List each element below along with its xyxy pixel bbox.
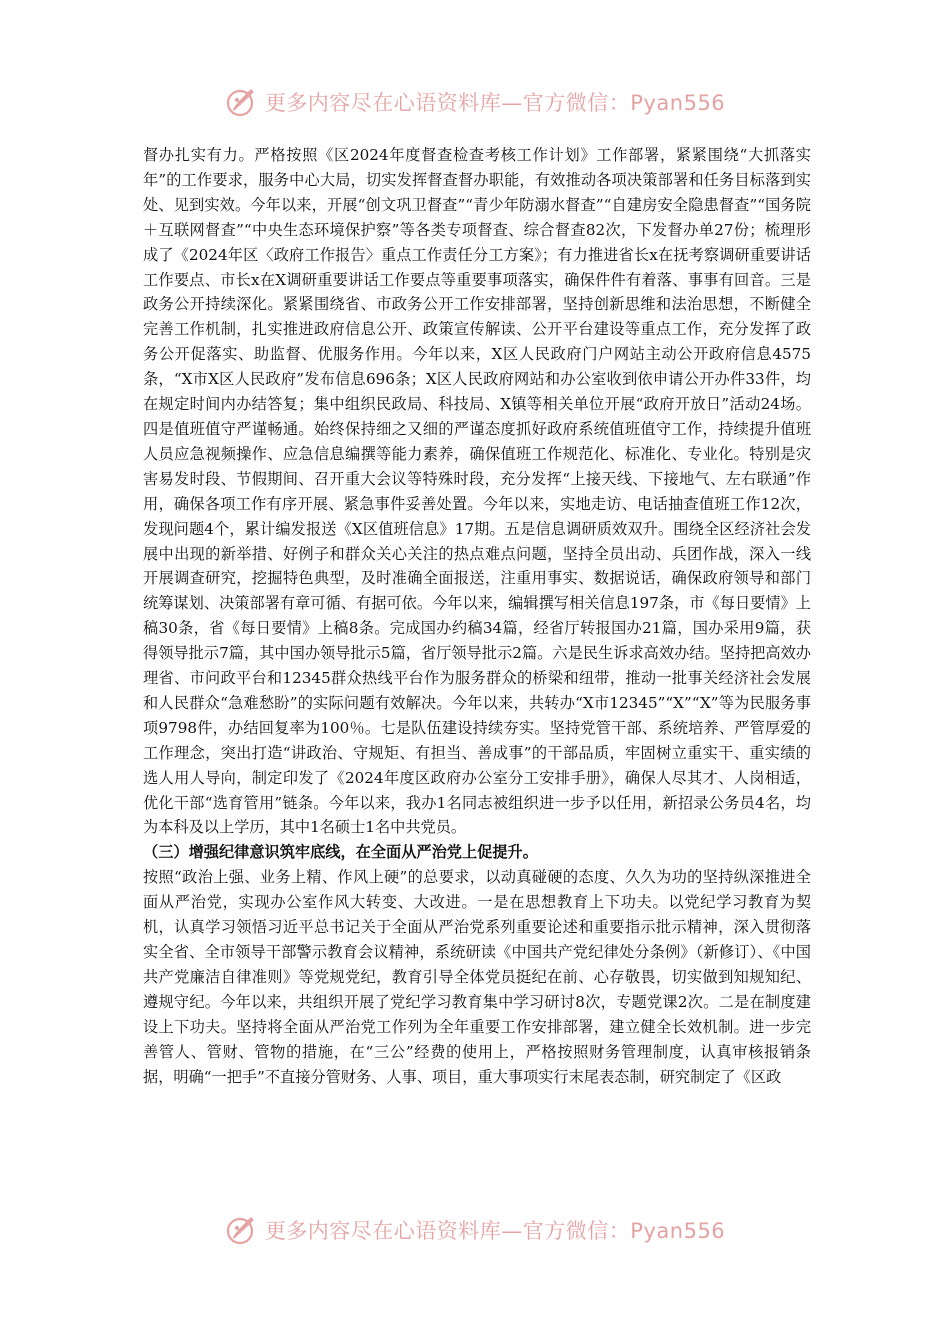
- pen-logo-icon: [225, 85, 259, 119]
- watermark-text: 更多内容尽在心语资料库—官方微信：Pyan556: [264, 91, 726, 115]
- watermark-bottom: [0, 1210, 950, 1250]
- section-heading-3: （三）增强纪律意识筑牢底线，在全面从严治党上促提升。: [143, 843, 538, 862]
- paragraph-supervision: 督办扎实有力。严格按照《区2024年度督查检查考核工作计划》工作部署，紧紧围绕“大抓落实年”的工作要求，服务中心大局，切实发挥督查督办职能，有效推动各项决策部署和任务目标落到实处、见到实效。今年以来，开展“创文巩卫督查”“青少年防溺水督查”“自建房安全隐患督查”“国务院＋互联网督查”“中央生态环境保护察”等各类专项督查、综合督查82次，下发督办单27份；梳理形成了《2024年区〈政府工作报告〉重点工作责任分工方案》；有力推进省长x在抚考察调研重要讲话工作要点、市长x在X调研重要讲话工作要点等重要事项落实，确保件件有着落、事事有回音。三是政务公开持续深化。紧紧围绕省、市政务公开工作安排部署，坚持创新思维和法治思想，不断健全完善工作机制，扎实推进政府信息公开、政策宣传解读、公开平台建设等重点工作，充分发挥了政务公开促落实、助监督、优服务作用。今年以来，X区人民政府门户网站主动公开政府信息4575条，“X市X区人民政府”发布信息696条；X区人民政府网站和办公室收到依申请公开办件33件，均在规定时间内办结答复；集中组织民政局、科技局、X镇等相关单位开展“政府开放日”活动24场。四是值班值守严谨畅通。始终保持细之又细的严谨态度抓好政府系统值班值守工作，持续提升值班人员应急视频操作、应急信息编撰等能力素养，确保值班工作规范化、标准化、专业化。特别是灾害易发时段、节假期间、召开重大会议等特殊时段，充分发挥“上接天线、下接地气、左右联通”作用，确保各项工作有序开展、紧急事件妥善处置。今年以来，实地走访、电话抽查值班工作12次，发现问题4个，累计编发报送《X区值班信息》17期。五是信息调研质效双升。围绕全区经济社会发展中出现的新举措、好例子和群众关心关注的热点难点问题，坚持全员出动、兵团作战，深入一线开展调查研究，挖掘特色典型，及时准确全面报送，注重用事实、数据说话，确保政府领导和部门统筹谋划、决策部署有章可循、有据可依。今年以来，编辑撰写相关信息197条，市《每日要情》上稿30条，省《每日要情》上稿8条。完成国办约稿34篇，经省厅转报国办21篇，国办采用9篇，获得领导批示7篇，其中国办领导批示5篇，省厅领导批示2篇。六是民生诉求高效办结。坚持把高效办理省、市问政平台和12345群众热线平台作为服务群众的桥梁和纽带，推动一批事关经济社会发展和人民群众“急难愁盼”的实际问题有效解决。今年以来，共转办“X市12345”“X”“X”等为民服务事项9798件，办结回复率为100％。七是队伍建设持续夯实。坚持党管干部、系统培养、严管厚爱的工作理念，突出打造“讲政治、守规矩、有担当、善成事”的干部品质，牢固树立重实干、重实绩的选人用人导向，制定印发了《2024年度区政府办公室分工安排手册》，确保人尽其才、人岗相适，优化干部“选育管用”链条。今年以来，我办1名同志被组织进一步予以任用，新招录公务员4名，均为本科及以上学历，其中1名硕士1名中共党员。: [143, 146, 811, 837]
- watermark-text: 更多内容尽在心语资料库—官方微信：Pyan556: [264, 1219, 726, 1243]
- paragraph-discipline: 按照“政治上强、业务上精、作风上硬”的总要求，以动真碰硬的态度、久久为功的坚持纵深推进全面从严治党，实现办公室作风大转变、大改进。一是在思想教育上下功夫。以党纪学习教育为契机，认真学习领悟习近平总书记关于全面从严治党系列重要论述和重要指示批示精神，深入贯彻落实全省、全市领导干部警示教育会议精神，系统研读《中国共产党纪律处分条例》（新修订）、《中国共产党廉洁自律准则》等党规党纪，教育引导全体党员挺纪在前、心存敬畏，切实做到知规知纪、遵规守纪。今年以来，共组织开展了党纪学习教育集中学习研讨8次，专题党课2次。二是在制度建设上下功夫。坚持将全面从严治党工作列为全年重要工作安排部署，建立健全长效机制。进一步完善管人、管财、管物的措施，在“三公”经费的使用上，严格按照财务管理制度，认真审核报销条据，明确“一把手”不直接分管财务、人事、项目，重大事项实行末尾表态制，研究制定了《区政: [143, 868, 811, 1086]
- pen-logo-icon: [225, 1213, 259, 1247]
- watermark-top: [0, 82, 950, 122]
- document-body: [143, 143, 811, 1089]
